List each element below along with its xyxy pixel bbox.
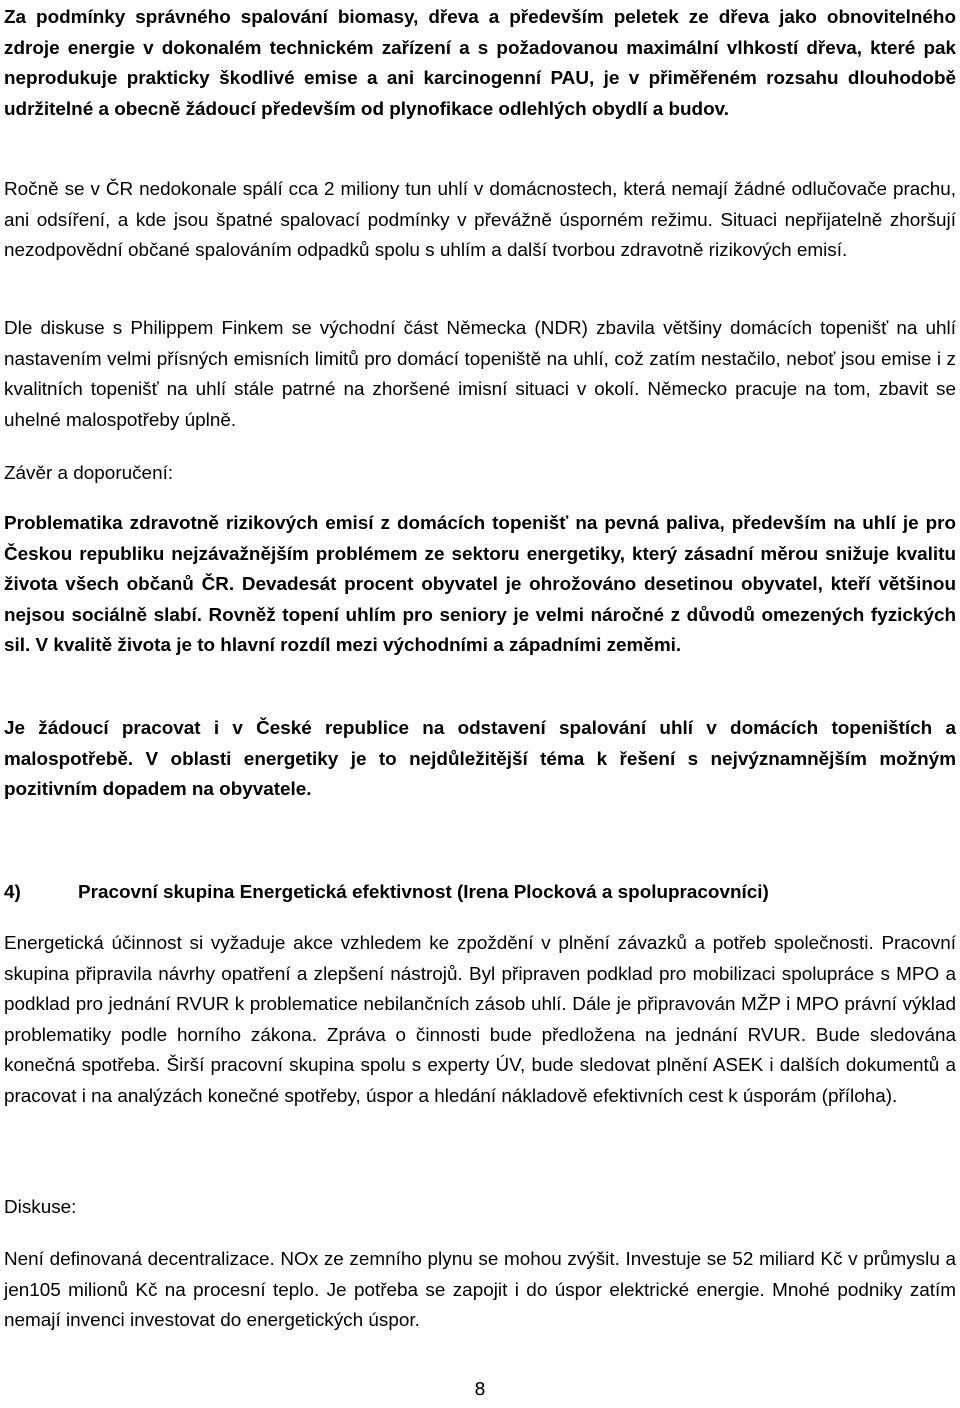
- conclusion-paragraph-2: Je žádoucí pracovat i v České republice na odstavení spalování uhlí v domácích topeništích a malospotřebě. V oblasti energetiky je to nejdůležitější téma k řešení s nejvýznamnějším možným pozitivním dopadem na obyvatele.: [4, 718, 956, 800]
- page-number: 8: [474, 1379, 486, 1400]
- paragraph-coal-households: Ročně se v ČR nedokonale spálí cca 2 miliony tun uhlí v domácnostech, která nemají žádné odlučovače prachu, ani odsíření, a kde jsou špatné spalovací podmínky v převážně úsporném režimu. Situaci nepřijatelně zhoršují nezodpovědní občané spalováním odpadků spolu s uhlím a další tvorbou zdravotně rizikových emisí.: [4, 179, 956, 261]
- section-4-paragraph: Energetická účinnost si vyžaduje akce vzhledem ke zpoždění v plnění závazků a potřeb společnosti. Pracovní skupina připravila návrhy opatření a zlepšení nástrojů. Byl připraven podklad pro mobilizaci spolupráce s MPO a podklad pro jednání RVUR k problematice nebilančních zásob uhlí. Dále je připravován MŽP i MPO právní výklad problematiky podle horního zákona. Zpráva o činnosti bude předložena na jednání RVUR. Bude sledována konečná spotřeba. Širší pracovní skupina spolu s experty ÚV, bude sledovat plnění ASEK i dalších dokumentů a pracovat i na analýzách konečné spotřeby, úspor a hledání nákladově efektivních cest k úsporám (příloha).: [4, 933, 956, 1107]
- section-4-heading: [4, 878, 956, 909]
- intro-paragraph: Za podmínky správného spalování biomasy, dřeva a především peletek ze dřeva jako obnovitelného zdroje energie v dokonalém technickém zařízení a s požadovanou maximální vlhkostí dřeva, které pak neprodukuje prakticky škodlivé emise a ani karcinogenní PAU, je v přiměřeném rozsahu dlouhodobě udržitelné a obecně žádoucí především od plynofikace odlehlých obydlí a budov.: [4, 7, 956, 120]
- heading-discussion: Diskuse:: [4, 1197, 77, 1218]
- section-4-title: Pracovní skupina Energetická efektivnost (Irena Plocková a spolupracovníci): [78, 882, 769, 903]
- heading-conclusion: Závěr a doporučení:: [4, 463, 174, 484]
- paragraph-discussion-finkem: Dle diskuse s Philippem Finkem se východní část Německa (NDR) zbavila většiny domácích topenišť na uhlí nastavením velmi přísných emisních limitů pro domácí topeniště na uhlí, což zatím nestačilo, neboť jsou emise i z kvalitních topenišť na uhlí stále patrné na zhoršené imisní situaci v okolí. Německo pracuje na tom, zbavit se uhelné malospotřeby úplně.: [4, 318, 956, 431]
- section-4-number: 4): [4, 882, 21, 903]
- conclusion-paragraph-1: Problematika zdravotně rizikových emisí z domácích topenišť na pevná paliva, především na uhlí je pro Českou republiku nejzávažnějším problémem ze sektoru energetiky, který zásadní měrou snižuje kvalitu života všech občanů ČR. Devadesát procent obyvatel je ohrožováno desetinou obyvatel, kteří většinou nejsou sociálně slabí. Rovněž topení uhlím pro seniory je velmi náročné z důvodů omezených fyzických sil. V kvalitě života je to hlavní rozdíl mezi východními a západními zeměmi.: [4, 513, 956, 656]
- discussion-paragraph: Není definovaná decentralizace. NOx ze zemního plynu se mohou zvýšit. Investuje se 52 miliard Kč v průmyslu a jen105 milionů Kč na procesní teplo. Je potřeba se zapojit i do úspor elektrické energie. Mnohé podniky zatím nemají invenci investovat do energetických úspor.: [4, 1249, 956, 1331]
- document-page: [4, 0, 956, 1408]
